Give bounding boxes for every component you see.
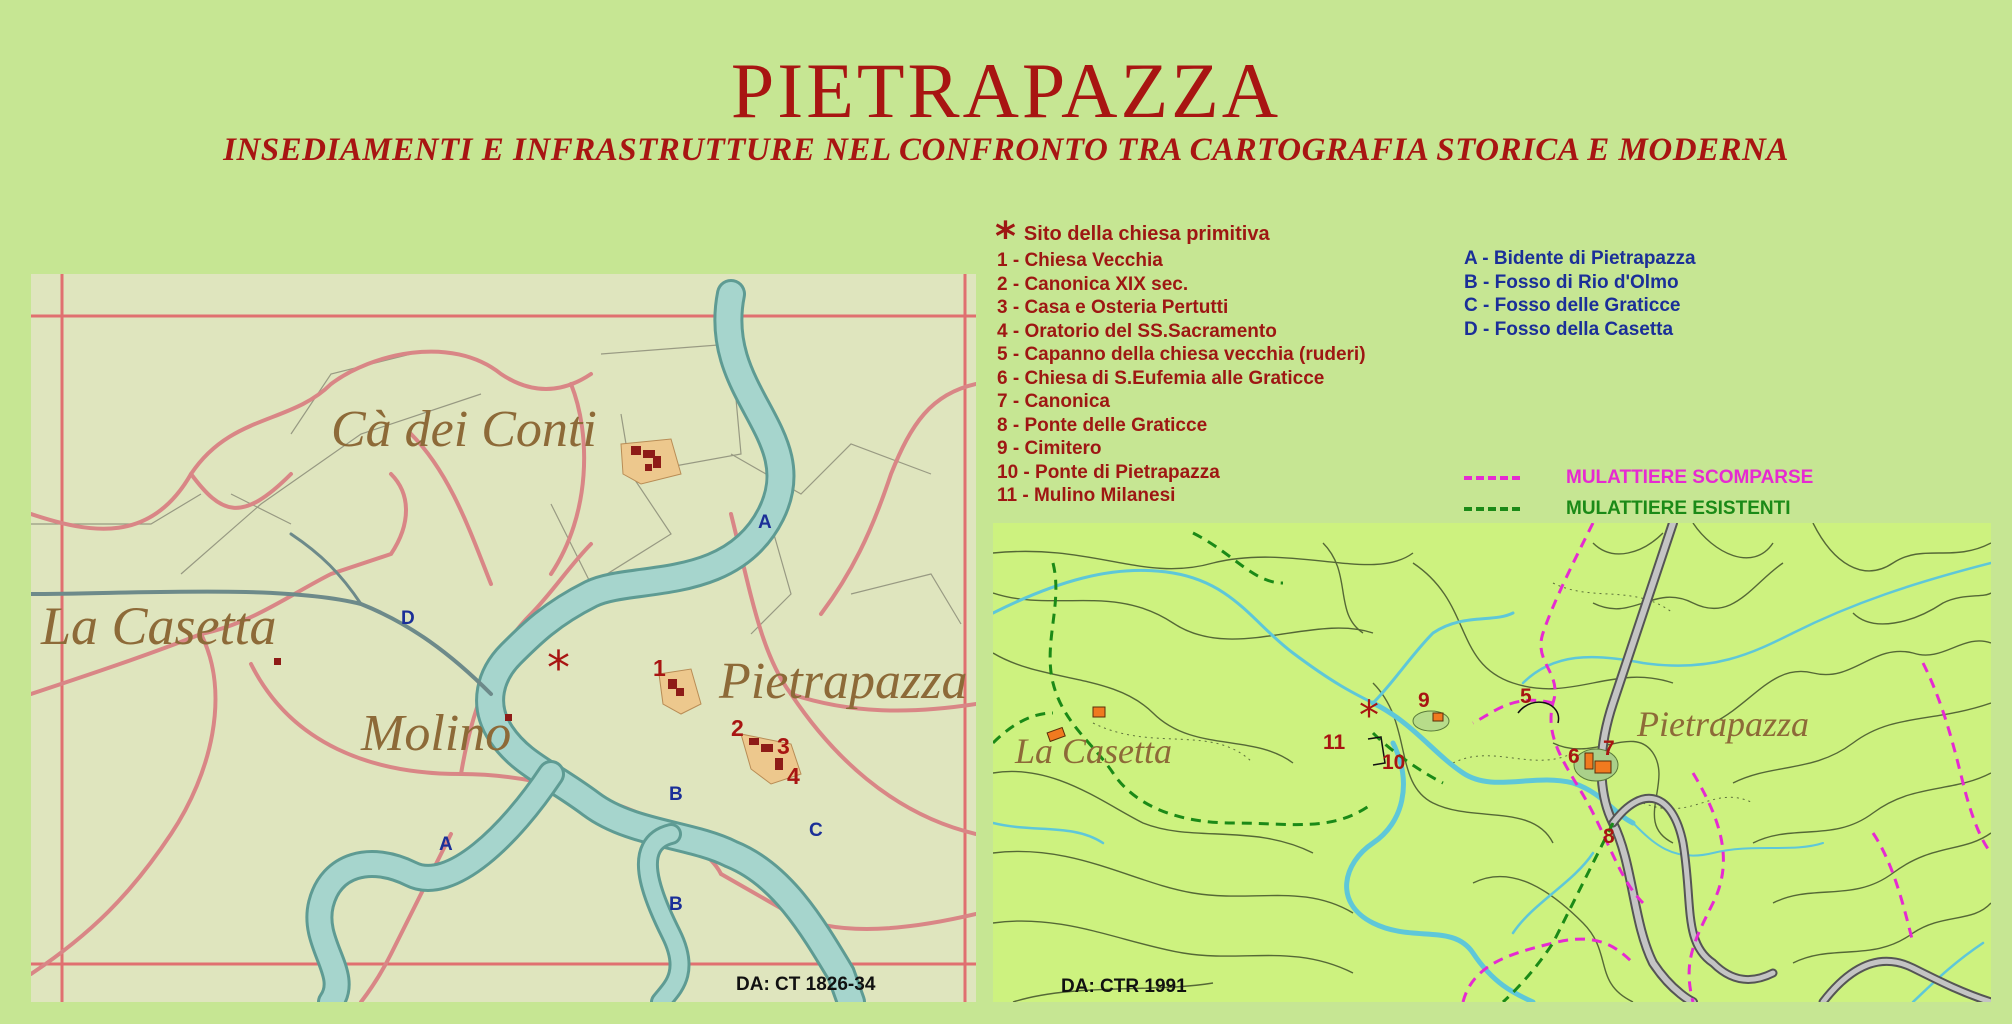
legend-stream-item: D - Fosso della Casetta bbox=[1464, 318, 1674, 340]
legend-stream-item: C - Fosso delle Graticce bbox=[1464, 295, 1681, 316]
legend-site-item: 3 - Casa e Osteria Pertutti bbox=[997, 297, 1229, 318]
dashed-line-icon bbox=[1464, 476, 1520, 480]
site-number-2: 2 bbox=[731, 715, 744, 741]
asterisk-icon: * bbox=[995, 214, 1016, 260]
legend-mule-existing-label: MULATTIERE ESISTENTI bbox=[1566, 498, 1791, 519]
place-molino: Molino bbox=[361, 705, 512, 762]
legend-numbered-sites bbox=[997, 249, 1366, 508]
page-subtitle: INSEDIAMENTI E INFRASTRUTTURE NEL CONFRONTO TRA CARTOGRAFIA STORICA E MODERNA bbox=[223, 132, 1789, 168]
site-number-10: 10 bbox=[1382, 751, 1406, 774]
stream-label-d: D bbox=[401, 608, 415, 629]
historic-map-source: DA: CT 1826-34 bbox=[736, 974, 876, 995]
site-number-11: 11 bbox=[1323, 731, 1346, 754]
stream-label-a2: A bbox=[439, 834, 453, 855]
legend-site-item: 11 - Mulino Milanesi bbox=[997, 485, 1176, 506]
place-pietrapazza-new: Pietrapazza bbox=[1637, 704, 1810, 744]
site-number-1: 1 bbox=[653, 655, 666, 681]
place-la-casetta-old: La Casetta bbox=[41, 596, 277, 656]
historic-map bbox=[31, 274, 976, 1002]
site-number-3: 3 bbox=[777, 733, 790, 759]
legend-site-item: 4 - Oratorio del SS.Sacramento bbox=[997, 320, 1277, 342]
stream-label-a1: A bbox=[758, 512, 772, 533]
legend-mule-gone-label: MULATTIERE SCOMPARSE bbox=[1566, 467, 1814, 488]
legend-mule-existing bbox=[1464, 498, 1790, 520]
legend-site-item: 1 - Chiesa Vecchia bbox=[997, 250, 1163, 271]
modern-map-source: DA: CTR 1991 bbox=[1061, 976, 1187, 997]
legend-streams bbox=[1464, 247, 1696, 341]
legend-stream-item: B - Fosso di Rio d'Olmo bbox=[1464, 271, 1679, 293]
legend-site-item: 9 - Cimitero bbox=[997, 438, 1102, 459]
legend-site-item: 8 - Ponte delle Graticce bbox=[997, 414, 1208, 436]
site-number-5: 5 bbox=[1520, 685, 1532, 708]
primitive-church-marker-new: * bbox=[1359, 693, 1379, 739]
place-la-casetta-new: La Casetta bbox=[1015, 731, 1173, 771]
site-number-6: 6 bbox=[1568, 745, 1580, 768]
stream-label-b1: B bbox=[669, 784, 683, 805]
legend-site-item: 6 - Chiesa di S.Eufemia alle Graticce bbox=[997, 367, 1325, 389]
page-title: PIETRAPAZZA bbox=[730, 47, 1282, 134]
site-number-8: 8 bbox=[1603, 825, 1615, 848]
legend-primitive-label: Sito della chiesa primitiva bbox=[1023, 223, 1270, 245]
legend-site-item: 10 - Ponte di Pietrapazza bbox=[997, 461, 1220, 483]
site-number-7: 7 bbox=[1603, 737, 1615, 760]
site-number-4: 4 bbox=[787, 763, 800, 789]
legend-stream-item: A - Bidente di Pietrapazza bbox=[1464, 248, 1696, 269]
legend-site-item: 2 - Canonica XIX sec. bbox=[997, 273, 1189, 295]
modern-map bbox=[993, 523, 1991, 1002]
legend-site-item: 7 - Canonica bbox=[997, 391, 1110, 412]
stream-label-c: C bbox=[809, 820, 823, 841]
place-pietrapazza-old: Pietrapazza bbox=[719, 653, 968, 710]
stream-label-b2: B bbox=[669, 894, 683, 915]
place-ca-dei-conti: Cà dei Conti bbox=[331, 401, 597, 458]
legend-mule-gone bbox=[1464, 467, 1813, 489]
legend-site-item: 5 - Capanno della chiesa vecchia (ruderi) bbox=[997, 344, 1366, 365]
primitive-church-marker-old: * bbox=[547, 641, 570, 695]
site-number-9: 9 bbox=[1418, 689, 1430, 712]
dashed-line-icon bbox=[1464, 507, 1520, 511]
